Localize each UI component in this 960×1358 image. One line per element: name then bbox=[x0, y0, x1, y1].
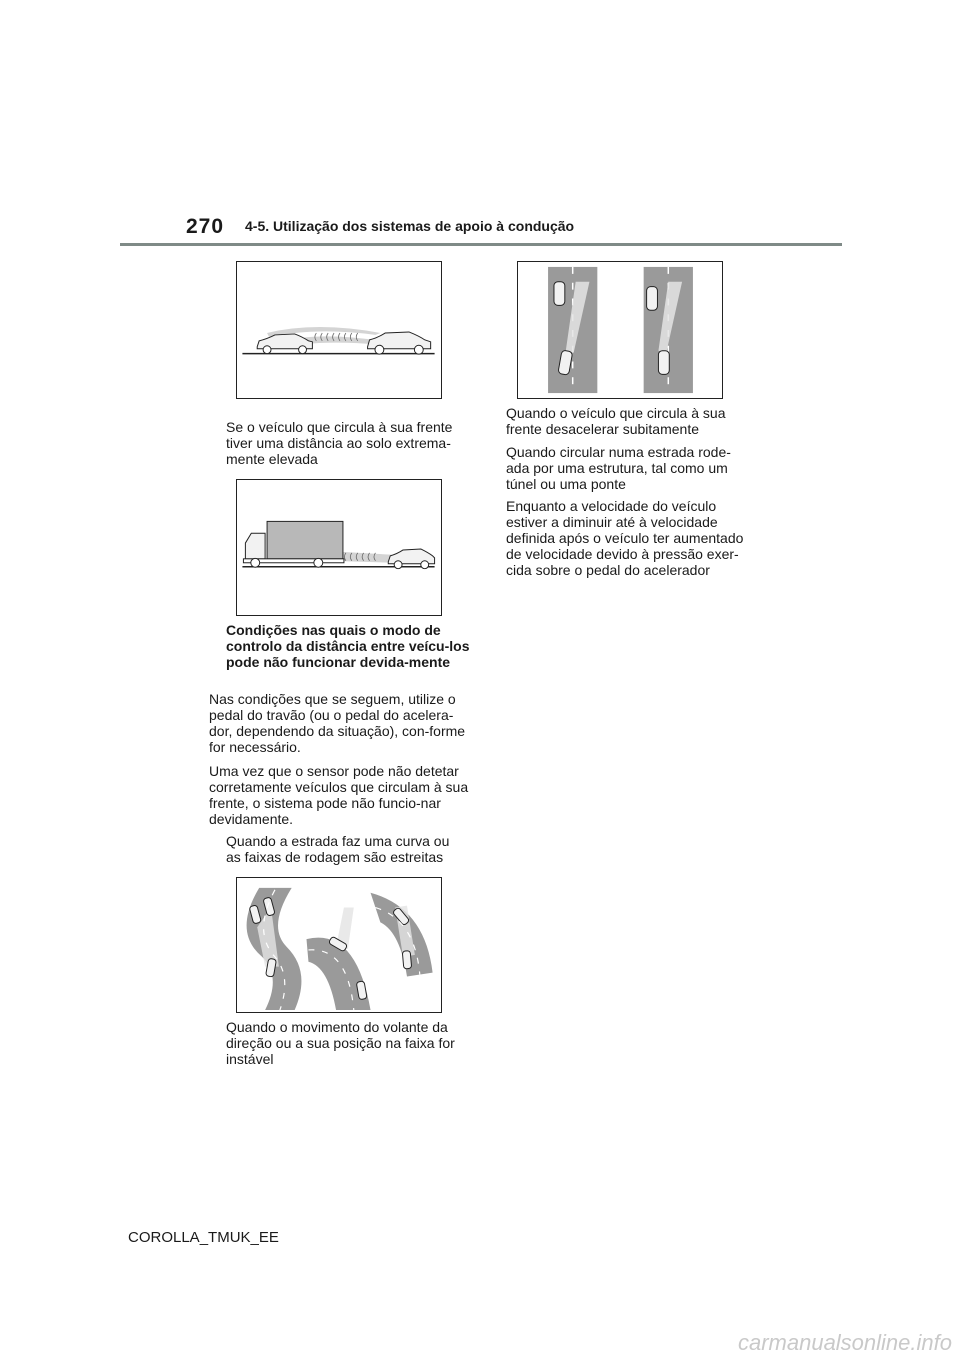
truck-illustration bbox=[237, 480, 441, 615]
caption-decelerate: Quando o veículo que circula à sua frente desacelerar subitamente bbox=[506, 405, 726, 437]
subheading-conditions: Condições nas quais o modo de controlo da distância entre veícu-los pode não funcionar devida-mente bbox=[226, 622, 470, 670]
watermark: carmanualsonline.info bbox=[737, 1330, 952, 1355]
figure-curves bbox=[236, 877, 442, 1013]
caption-tunnel: Quando circular numa estrada rode-ada por uma estrutura, tal como um túnel ou uma ponte bbox=[506, 444, 731, 492]
curved-road-illustration bbox=[237, 878, 441, 1012]
caption-speed: Enquanto a velocidade do veículo estiver a diminuir até à velocidade definida após o veículo ter aumentado de velocidade devido à pressão exer-cida sobre o pedal do acelerador bbox=[506, 498, 744, 578]
straight-lane-illustration bbox=[518, 262, 722, 398]
header-rule bbox=[120, 243, 842, 246]
figure-high-clearance bbox=[236, 261, 442, 399]
footer-model-code: COROLLA_TMUK_EE bbox=[128, 1229, 279, 1246]
figure-deceleration bbox=[517, 261, 723, 399]
figure-truck bbox=[236, 479, 442, 616]
caption-curve: Quando a estrada faz uma curva ou as faixas de rodagem são estreitas bbox=[226, 833, 450, 865]
page-number: 270 bbox=[186, 215, 225, 238]
section-title: 4-5. Utilização dos sistemas de apoio à condução bbox=[245, 218, 575, 234]
paragraph-sensor: Uma vez que o sensor pode não detetar corretamente veículos que circulam à sua frente, o sistema pode não funcio-nar devidamente. bbox=[209, 763, 469, 827]
paragraph-brake-pedal: Nas condições que se seguem, utilize o pedal do travão (ou o pedal do acelera-dor, dependendo da situação), con-forme for necessário. bbox=[209, 691, 466, 755]
high-clearance-illustration bbox=[237, 262, 441, 398]
caption-steering: Quando o movimento do volante da direção ou a sua posição na faixa for instável bbox=[226, 1019, 455, 1067]
caption-high-clearance: Se o veículo que circula à sua frente tiver uma distância ao solo extrema-mente elevada bbox=[226, 419, 453, 467]
